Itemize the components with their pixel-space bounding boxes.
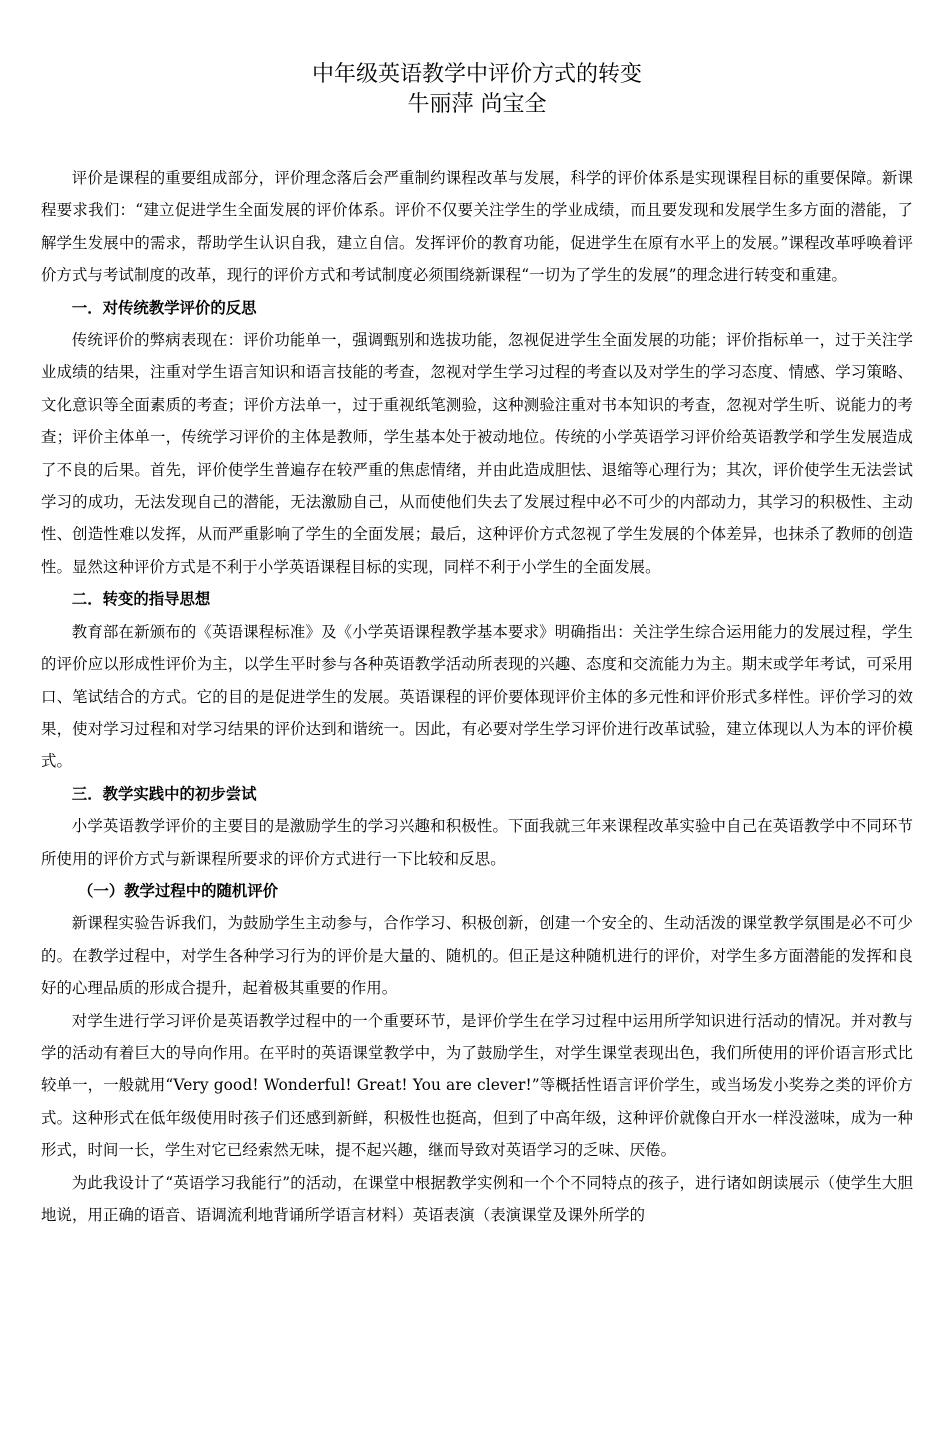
document-body — [41, 162, 913, 1231]
body-paragraph: 为此我设计了“英语学习我能行”的活动，在课堂中根据教学实例和一个个不同特点的孩子，进行诸如朗读展示（使学生大胆地说，用正确的语音、语调流利地背诵所学语言材料）英语表演（表演课堂及课外所学的 — [41, 1173, 913, 1224]
section-heading: 三．教学实践中的初步尝试 — [71, 784, 257, 803]
body-paragraph: 教育部在新颁布的《英语课程标准》及《小学英语课程教学基本要求》明确指出：关注学生综合运用能力的发展过程，学生的评价应以形成性评价为主，以学生平时参与各种英语教学活动所表现的兴趣、态度和交流能力为主。期末或学年考试，可采用口、笔试结合的方式。它的目的是促进学生的发展。英语课程的评价要体现评价主体的多元性和评价形式多样性。评价学习的效果，使对学习过程和对学习结果的评价达到和谐统一。因此，有必要对学生学习评价进行改革试验，建立体现以人为本的评价模式。 — [41, 622, 913, 771]
subsection-heading: （一）教学过程中的随机评价 — [77, 881, 279, 900]
document-page — [41, 60, 913, 1231]
document-title: 中年级英语教学中评价方式的转变 — [311, 62, 642, 87]
body-paragraph: 评价是课程的重要组成部分，评价理念落后会严重制约课程改革与发展，科学的评价体系是实现课程目标的重要保障。新课程要求我们：“建立促进学生全面发展的评价体系。评价不仅要关注学生的学业成绩，而且要发现和发展学生多方面的潜能，了解学生发展中的需求，帮助学生认识自我，建立自信。发挥评价的教育功能，促进学生在原有水平上的发展。”课程改革呼唤着评价方式与考试制度的改革，现行的评价方式和考试制度必须围绕新课程“一切为了学生的发展”的理念进行转变和重建。 — [41, 169, 913, 285]
document-authors: 牛丽萍 尚宝全 — [407, 92, 547, 117]
body-paragraph: 传统评价的弊病表现在：评价功能单一，强调甄别和选拔功能，忽视促进学生全面发展的功能；评价指标单一，过于关注学业成绩的结果，注重对学生语言知识和语言技能的考查，忽视对学生学习过程的考查以及对学生的学习态度、情感、学习策略、文化意识等全面素质的考查；评价方法单一，过于重视纸笔测验，这种测验注重对书本知识的考查，忽视对学生听、说能力的考查；评价主体单一，传统学习评价的主体是教师，学生基本处于被动地位。传统的小学英语学习评价给英语教学和学生发展造成了不良的后果。首先，评价使学生普遍存在较严重的焦虑情绪，并由此造成胆怯、退缩等心理行为；其次，评价使学生无法尝试学习的成功，无法发现自己的潜能，无法激励自己，从而使他们失去了发展过程中必不可少的内部动力，其学习的积极性、主动性、创造性难以发挥，从而严重影响了学生的全面发展；最后，这种评价方式忽视了学生发展的个体差异，也抹杀了教师的创造性。显然这种评价方式是不利于小学英语课程目标的实现，同样不利于小学生的全面发展。 — [41, 331, 913, 576]
body-paragraph: 对学生进行学习评价是英语教学过程中的一个重要环节，是评价学生在学习过程中运用所学知识进行活动的情况。并对教与学的活动有着巨大的导向作用。在平时的英语课堂教学中，为了鼓励学生，对学生课堂表现出色，我们所使用的评价语言形式比较单一，一般就用“Very good! Wonderful! Great! You are clever!”等概括性语言评价学生，或当场发小奖券之类的评价方式。这种形式在低年级使用时孩子们还感到新鲜，积极性也挺高，但到了中高年级，这种评价就像白开水一样没滋味，成为一种形式，时间一长，学生对它已经索然无味，提不起兴趣，继而导致对英语学习的乏味、厌倦。 — [41, 1011, 913, 1160]
section-heading: 二．转变的指导思想 — [71, 590, 211, 609]
body-paragraph: 小学英语教学评价的主要目的是激励学生的学习兴趣和积极性。下面我就三年来课程改革实验中自己在英语教学中不同环节所使用的评价方式与新课程所要求的评价方式进行一下比较和反思。 — [41, 817, 913, 868]
body-paragraph: 新课程实验告诉我们，为鼓励学生主动参与，合作学习、积极创新，创建一个安全的、生动活泼的课堂教学氛围是必不可少的。在教学过程中，对学生各种学习行为的评价是大量的、随机的。但正是这种随机进行的评价，对学生多方面潜能的发挥和良好的心理品质的形成合提升，起着极其重要的作用。 — [41, 914, 913, 998]
section-heading: 一．对传统教学评价的反思 — [71, 298, 257, 317]
